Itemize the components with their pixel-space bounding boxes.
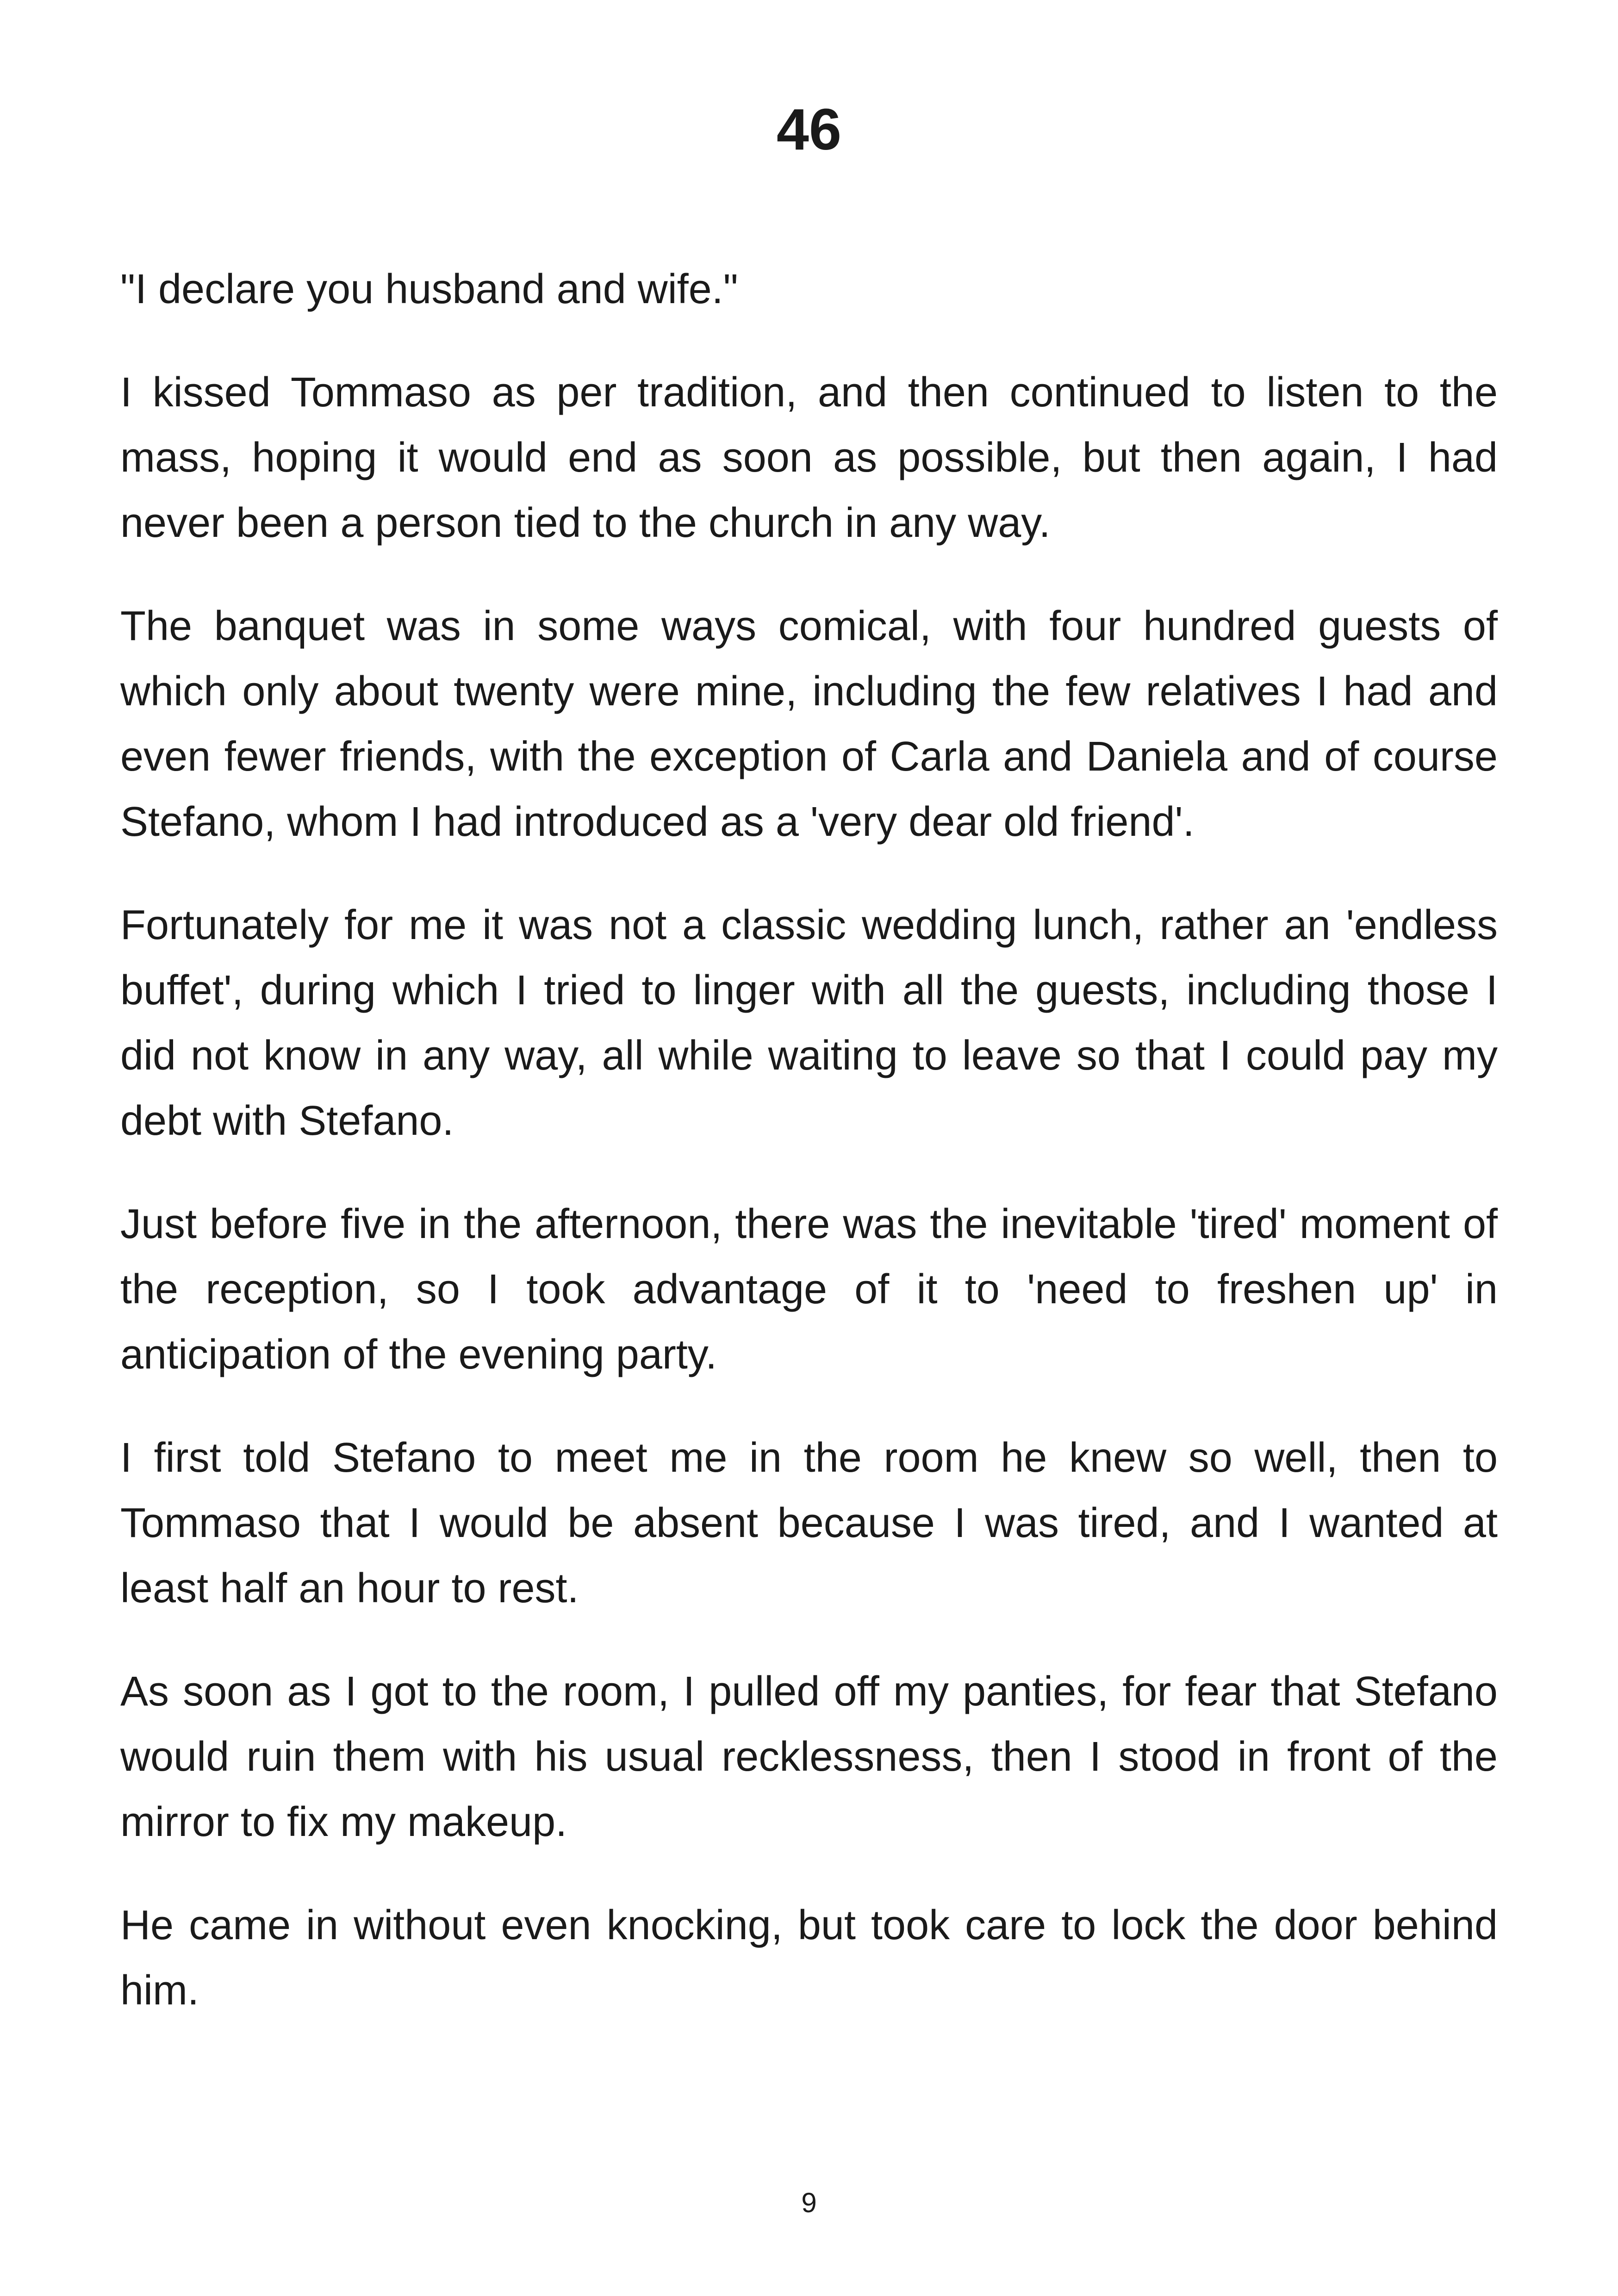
paragraph-6: I first told Stefano to meet me in the room he knew so well, then to Tommaso that I would be absent because I was tired, and I wanted at least half an hour to rest. xyxy=(120,1435,1498,1612)
paragraph-4: Fortunately for me it was not a classic wedding lunch, rather an 'endless buffet', during which I tried to linger with all the guests, including those I did not know in any way, all while waiting to leave so that I could pay my debt with Stefano. xyxy=(120,902,1498,1144)
paragraph-8: He came in without even knocking, but took care to lock the door behind him. xyxy=(120,1902,1498,2014)
paragraph-7: As soon as I got to the room, I pulled off my panties, for fear that Stefano would ruin them with his usual recklessness, then I stood in front of the mirror to fix my makeup. xyxy=(120,1668,1498,1845)
chapter-body xyxy=(120,257,1498,2061)
paragraph-5: Just before five in the afternoon, there was the inevitable 'tired' moment of the reception, so I took advantage of it to 'need to freshen up' in anticipation of the evening party. xyxy=(120,1201,1498,1378)
chapter-number: 46 xyxy=(776,97,842,162)
page-number: 9 xyxy=(801,2187,817,2218)
paragraph-2: I kissed Tommaso as per tradition, and then continued to listen to the mass, hoping it would end as soon as possible, but then again, I had never been a person tied to the church in any way. xyxy=(120,369,1498,546)
paragraph-3: The banquet was in some ways comical, with four hundred guests of which only about twenty were mine, including the few relatives I had and even fewer friends, with the exception of Carla and Daniela and of course Stefano, whom I had introduced as a 'very dear old friend'. xyxy=(120,603,1498,845)
paragraph-1: "I declare you husband and wife." xyxy=(120,266,738,312)
